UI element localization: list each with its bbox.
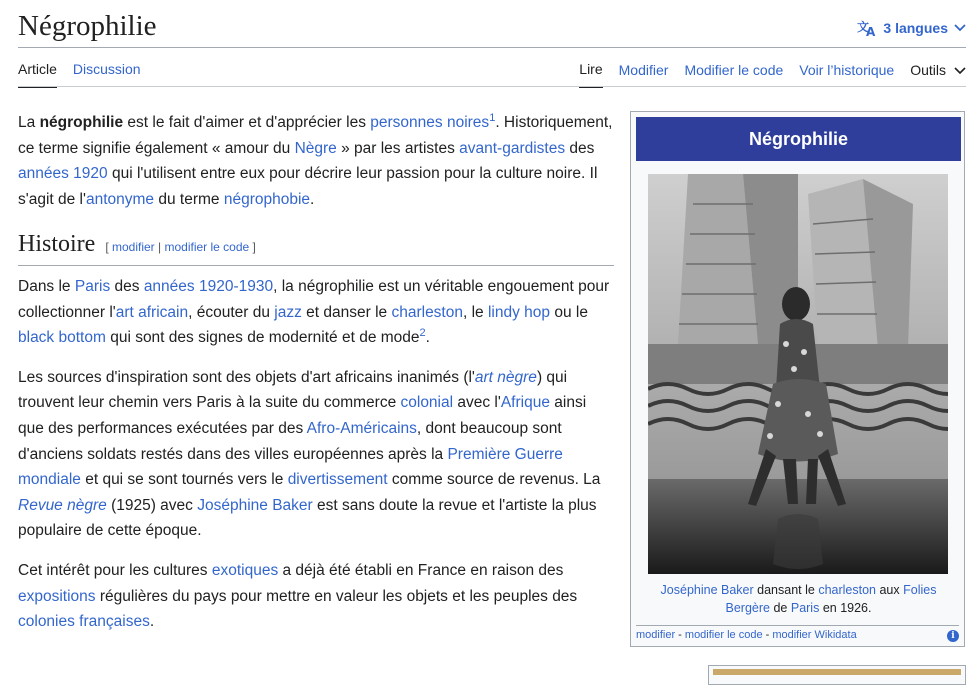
svg-text:A: A [866,25,876,37]
link-black-bottom[interactable]: black bottom [18,329,106,347]
link-divertissement[interactable]: divertissement [287,471,388,489]
section-title: Histoire [18,231,96,258]
thumbnail-image[interactable] [713,669,961,675]
histoire-paragraph-3 [18,558,614,635]
text: , le [462,303,488,321]
link-art-negre[interactable]: art nègre [474,368,537,386]
tab-article[interactable]: Article [18,61,57,88]
text: . Historiquement, ce terme signifie également « amour du [18,114,613,157]
page-title: Négrophilie [18,10,157,42]
ref-2[interactable]: 2 [419,327,426,339]
link-jazz[interactable]: jazz [274,303,302,321]
infobox-caption [641,581,956,617]
text: des [565,139,595,157]
link-annees-1920[interactable]: années 1920 [18,165,108,183]
text: . [310,190,315,208]
ref-1[interactable]: 1 [489,111,496,124]
text: . [425,329,430,347]
text: des [110,277,144,295]
infobox-edit-source-link[interactable]: modifier le code [684,629,763,641]
translate-icon [857,19,877,37]
separator: - [675,629,685,641]
link-colonial[interactable]: colonial [400,394,454,412]
text: Cet intérêt pour les cultures [18,561,212,579]
link-avant-gardistes[interactable]: avant-gardistes [459,139,566,157]
section-edit-links [105,235,256,261]
link-josephine-baker[interactable]: Joséphine Baker [197,496,313,514]
tab-read[interactable]: Lire [579,61,602,88]
histoire-paragraph-1 [18,274,614,351]
section-edit-link[interactable]: modifier [112,240,155,255]
text: du terme [154,190,224,208]
bracket: [ [105,240,112,255]
section-heading-histoire [18,232,614,266]
info-icon[interactable]: i [947,630,959,642]
languages-button[interactable] [857,19,966,37]
text: Les sources d'inspiration sont des objets d'art africains inanimés (l' [18,368,475,386]
infobox-footer [636,629,857,641]
namespace-tabs [18,61,141,88]
text: a déjà été établi en France en raison des [278,561,564,579]
text: , la négrophilie est un véritable engouement pour collectionner l' [18,277,610,321]
languages-label: 3 langues [883,20,948,36]
article-body [18,110,614,649]
text: (1925) avec [106,496,198,514]
title-divider [18,47,966,48]
text: et danser le [301,303,392,321]
link-personnes-noires[interactable]: personnes noires [370,114,490,131]
text: ) qui trouvent leur chemin vers Paris à la suite du commerce [18,368,568,412]
text: et qui se sont tournés vers le [80,471,288,489]
bold-term: négrophilie [39,114,124,131]
view-tabs [579,61,966,88]
caption-link-paris[interactable]: Paris [790,601,820,615]
infobox-title: Négrophilie [636,117,961,161]
separator: - [762,629,773,641]
text: » par les artistes [336,139,460,157]
link-colonies-francaises[interactable]: colonies françaises [18,613,150,631]
link-revue-negre[interactable]: Revue nègre [18,496,107,514]
tab-edit-source[interactable]: Modifier le code [684,62,784,78]
link-exotiques[interactable]: exotiques [211,561,279,579]
text: régulières du pays pour mettre en valeur les objets et les peuples des [95,587,578,605]
text: en 1926. [819,601,872,615]
next-thumbnail-box [708,665,966,685]
text: qui sont des signes de modernité et de mode [105,329,420,347]
section-edit-source-link[interactable]: modifier le code [164,240,250,255]
link-afro-americains[interactable]: Afro-Américains [306,419,417,437]
text: comme source de revenus. La [387,471,601,489]
histoire-paragraph-2 [18,365,614,544]
text: aux [876,583,904,597]
caption-link-folies-bergere[interactable]: Folies Bergère [725,583,937,615]
link-art-africain[interactable]: art africain [115,303,189,321]
bracket: ] [249,240,256,255]
text: de [770,601,791,615]
link-antonyme[interactable]: antonyme [85,190,155,208]
text: avec l' [453,394,501,412]
text: , écouter du [188,303,275,321]
intro-paragraph [18,110,614,212]
text: qui l'utilisent entre eux pour décrire leur passion pour la culture noire. Il s'agit de l' [18,165,598,208]
infobox-edit-link[interactable]: modifier [636,629,676,641]
infobox [630,111,965,647]
text: est le fait d'aimer et d'apprécier les [123,114,371,131]
infobox-photo[interactable] [648,174,948,574]
link-negre[interactable]: Nègre [294,139,337,157]
link-afrique[interactable]: Afrique [500,394,550,412]
text: ou le [550,303,588,321]
tab-edit[interactable]: Modifier [618,62,669,78]
tabs-divider [18,86,966,87]
text: , dont beaucoup sont d'anciens soldats restés dans des villes européennes après la [18,419,562,463]
text: est sans doute la revue et l'artiste la plus populaire de cette époque. [18,496,597,540]
text: dansant le [753,583,819,597]
tools-label: Outils [910,62,946,78]
chevron-down-icon [954,24,966,32]
caption-link-josephine-baker[interactable]: Joséphine Baker [660,583,754,597]
text: La [18,114,40,131]
separator: | [154,240,165,255]
link-annees-1920-1930[interactable]: années 1920-1930 [143,277,274,295]
tab-history[interactable]: Voir l’historique [799,62,895,78]
chevron-down-icon [954,62,966,78]
link-negrophobie[interactable]: négrophobie [223,190,311,208]
infobox-edit-wikidata-link[interactable]: modifier Wikidata [772,629,857,641]
tab-discussion[interactable]: Discussion [72,61,141,77]
link-lindy-hop[interactable]: lindy hop [487,303,551,321]
caption-link-charleston[interactable]: charleston [818,583,876,597]
text: ainsi que des performances exécutées par des [18,394,587,437]
link-premiere-guerre-mondiale[interactable]: Première Guerre mondiale [18,445,563,489]
infobox-footer-divider [636,625,959,626]
link-expositions[interactable]: expositions [18,587,96,605]
link-charleston[interactable]: charleston [391,303,463,321]
svg-text:文: 文 [857,20,870,34]
tools-menu[interactable] [910,62,966,87]
text: . [149,613,155,631]
link-paris[interactable]: Paris [74,277,111,295]
text: Dans le [18,277,75,295]
